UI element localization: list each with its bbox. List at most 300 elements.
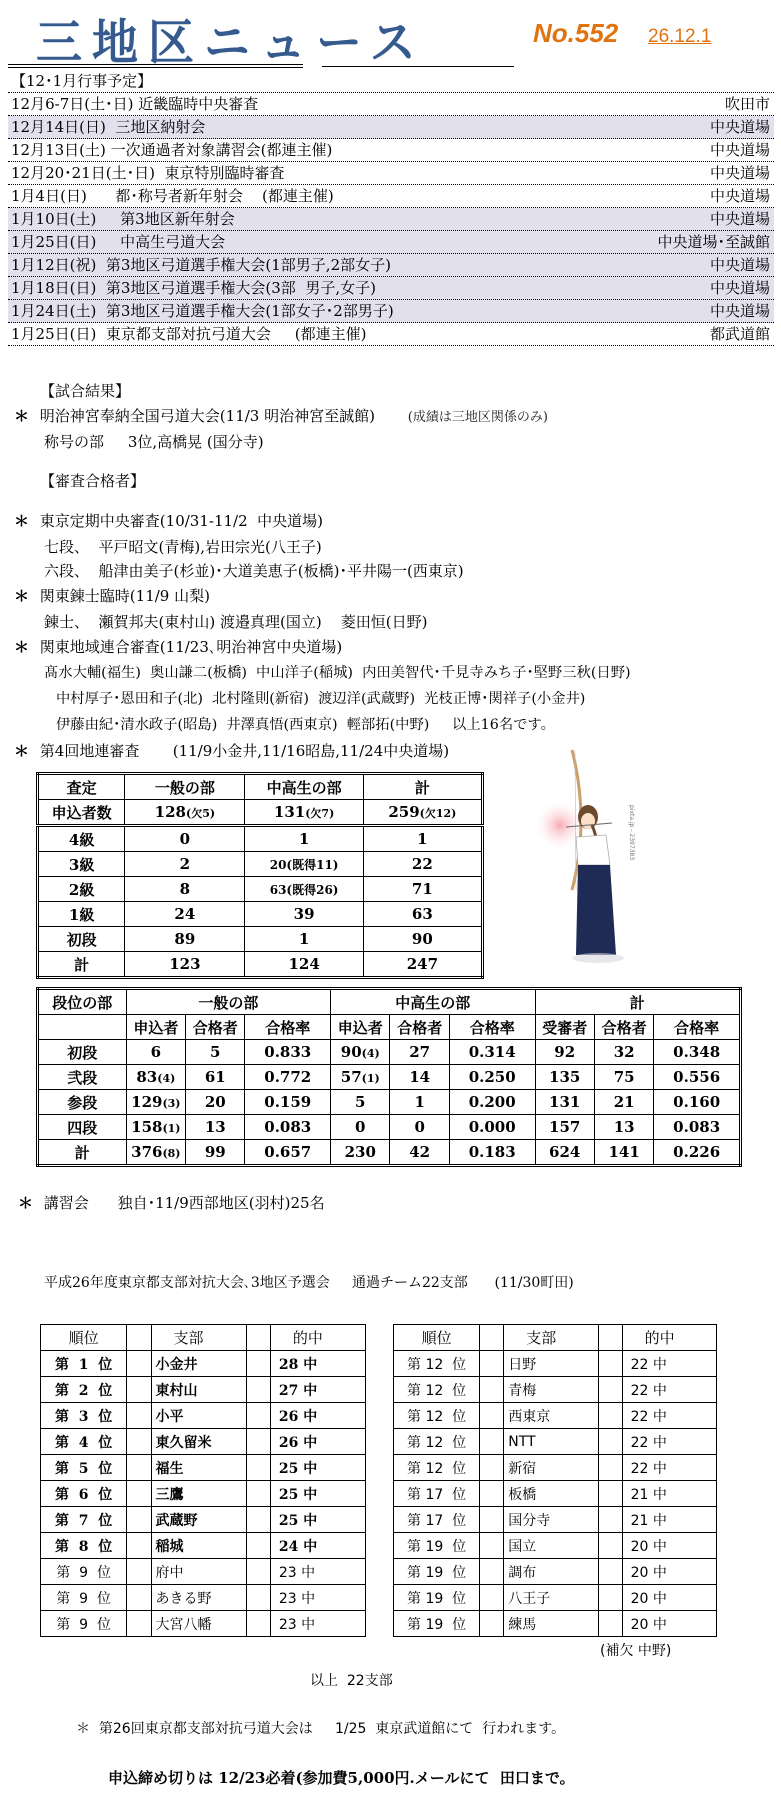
issue-date: 26.12.1 [648, 26, 712, 47]
ranking-branch: 福生 [151, 1455, 247, 1481]
dan-value: 5 [210, 1043, 221, 1061]
ranking-branch: 練馬 [504, 1611, 599, 1637]
ranking-branch: 三鷹 [151, 1481, 247, 1507]
dan-results-table [36, 987, 742, 1167]
dan-subheader: 申込者 [331, 1015, 390, 1040]
dan-value: 参段 [67, 1093, 98, 1112]
dan-subheader: 合格者 [594, 1015, 653, 1040]
ranking-header-cell: 支部 [151, 1325, 247, 1351]
dan-cell-grade [38, 1140, 127, 1166]
ranking-hits: 23 中 [270, 1585, 365, 1611]
meiji-title: 明治神宮奉納全国弓道大会(11/3 明治神宮至誠館) [39, 407, 375, 425]
asterisk-icon: ＊ [18, 1194, 34, 1212]
ranking-spacer [480, 1403, 504, 1429]
dan-value: 376 [131, 1143, 163, 1161]
ranking-rank: 第 12 位 [394, 1455, 480, 1481]
kyu-header-row [38, 774, 483, 800]
asterisk-icon: ＊ [14, 638, 30, 656]
absent-note: (欠5) [185, 807, 216, 820]
dan-value: 初段 [67, 1043, 98, 1062]
dan-value: 129 [131, 1093, 163, 1111]
kyu-row [38, 952, 483, 978]
ranking-row [394, 1611, 717, 1637]
ranking-hits: 24 中 [270, 1533, 365, 1559]
ranking-branch: 小金井 [151, 1351, 247, 1377]
dan-value: 158 [131, 1118, 163, 1136]
kyu-cell-junior: 1 [245, 826, 363, 852]
ranking-hits: 25 中 [270, 1507, 365, 1533]
ranking-header-row [394, 1325, 717, 1351]
kyu-cell-general: 89 [125, 927, 245, 952]
ranking-hits: 22 中 [622, 1351, 716, 1377]
ranking-hits: 20 中 [622, 1611, 716, 1637]
dan-cell-t_rate [654, 1065, 741, 1090]
dan-row [38, 1065, 741, 1090]
kyu-row [38, 852, 483, 877]
ranking-branch: 稲城 [151, 1533, 247, 1559]
ranking-header-cell: 順位 [41, 1325, 127, 1351]
ranking-rank: 第 5 位 [41, 1455, 127, 1481]
ranking-row [41, 1351, 366, 1377]
schedule-event: 1月25日(日) 中高生弓道大会 [11, 233, 226, 251]
dan-cell-j_rate [449, 1115, 535, 1140]
schedule-event: 1月18日(日) 第3地区弓道選手権大会(3部 男子,女子) [11, 279, 376, 297]
ranking-spacer [127, 1559, 151, 1585]
dan-value: 1 [414, 1093, 425, 1111]
dan-value: 230 [344, 1143, 376, 1161]
ranking-spacer [127, 1611, 151, 1637]
ranking-branch: 日野 [504, 1351, 599, 1377]
dan-cell-t_app [535, 1065, 594, 1090]
dan-note: (4) [157, 1072, 176, 1085]
kyu-cell-grade: 3級 [38, 852, 125, 877]
dan-value: 75 [613, 1068, 635, 1086]
ranking-spacer [480, 1481, 504, 1507]
ranking-rank: 第 19 位 [394, 1611, 480, 1637]
dan-cell-t_rate [654, 1040, 741, 1065]
kyu-cell-total: 1 [363, 826, 482, 852]
ranking-rank: 第 17 位 [394, 1481, 480, 1507]
ranking-row [394, 1377, 717, 1403]
dan-cell-j_app [331, 1065, 390, 1090]
ranking-rank: 第 19 位 [394, 1559, 480, 1585]
dan-value: 0.000 [468, 1118, 516, 1136]
dan-value: 5 [355, 1093, 366, 1111]
ranking-row [41, 1481, 366, 1507]
ranking-branch: 調布 [504, 1559, 599, 1585]
ranking-branch: 国立 [504, 1533, 599, 1559]
dan-value: 0.657 [264, 1143, 312, 1161]
dan-cell-grade [38, 1090, 127, 1115]
ranking-row [41, 1533, 366, 1559]
asterisk-icon: ＊ [14, 587, 30, 605]
kyu-cell-junior: 63(既得26) [245, 877, 363, 902]
dan-value: 21 [613, 1093, 635, 1111]
dan-cell-j_pass [390, 1115, 449, 1140]
ranking-spacer [127, 1455, 151, 1481]
asterisk-icon: ＊ [14, 512, 30, 530]
ranking-hits: 22 中 [622, 1377, 716, 1403]
dan-cell-g_app [126, 1040, 185, 1065]
dan-value: 0.159 [264, 1093, 312, 1111]
kyu-applicants-cell [363, 800, 482, 826]
region-title: 関東地域連合審査(11/23､明治神宮中央道場) [39, 638, 343, 656]
watermark: pixta.jp - 2397383 [628, 805, 635, 861]
ranking-spacer [480, 1559, 504, 1585]
tokyo-7dan: 七段、 平戸昭文(青梅),岩田宗光(八王子) [44, 538, 322, 556]
tournament-notice: ＊ 第26回東京都支部対抗弓道大会は 1/25 東京武道館にて 行われます。 [76, 1721, 566, 1737]
dan-subheader: 受審者 [535, 1015, 594, 1040]
schedule-event: 12月13日(土) 一次通過者対象講習会(都連主催) [11, 141, 333, 159]
dan-cell-g_rate [245, 1090, 331, 1115]
dan-cell-g_pass [186, 1140, 245, 1166]
dan-value: 131 [549, 1093, 581, 1111]
ranking-row [394, 1429, 717, 1455]
dan-value: 0.183 [468, 1143, 516, 1161]
ranking-branch: 板橋 [504, 1481, 599, 1507]
ranking-hits: 25 中 [270, 1455, 365, 1481]
dan-value: 0.772 [264, 1068, 312, 1086]
dan-subheader: 合格率 [654, 1015, 741, 1040]
ranking-hits: 20 中 [622, 1533, 716, 1559]
dan-value: 141 [608, 1143, 640, 1161]
ranking-hits: 23 中 [270, 1559, 365, 1585]
ranking-rank: 第 4 位 [41, 1429, 127, 1455]
ranking-spacer [127, 1585, 151, 1611]
ranking-row [41, 1377, 366, 1403]
ranking-spacer [247, 1533, 271, 1559]
dan-subheader: 合格者 [186, 1015, 245, 1040]
ranking-spacer [127, 1533, 151, 1559]
tokyo-6dan: 六段、 船津由美子(杉並)･大道美恵子(板橋)･平井陽一(西東京) [44, 562, 464, 580]
ranking-header-cell: 的中 [622, 1325, 716, 1351]
header-rule-left [8, 64, 303, 65]
dan-cell-grade [38, 1115, 127, 1140]
ranking-row [394, 1559, 717, 1585]
header-rule-right [322, 66, 514, 67]
ranking-branch: 国分寺 [504, 1507, 599, 1533]
ranking-spacer [599, 1325, 622, 1351]
dan-blank-cell [38, 1015, 127, 1040]
ranking-row [41, 1455, 366, 1481]
tournament-total: 以上 22支部 [310, 1673, 393, 1689]
dan-row [38, 1040, 741, 1065]
dan-cell-grade [38, 1065, 127, 1090]
ranking-hits: 20 中 [622, 1559, 716, 1585]
kyudo-archer-illustration [530, 745, 640, 967]
ranking-branch: 東久留米 [151, 1429, 247, 1455]
applicant-count: 131 [273, 803, 306, 821]
ranking-spacer [127, 1351, 151, 1377]
ranking-row [394, 1351, 717, 1377]
ranking-spacer [480, 1611, 504, 1637]
ranking-rank: 第 9 位 [41, 1585, 127, 1611]
schedule-event: 1月4日(日) 都･称号者新年射会 (都連主催) [11, 187, 334, 205]
ranking-spacer [480, 1429, 504, 1455]
ranking-hits: 21 中 [622, 1507, 716, 1533]
archer-icon [530, 745, 640, 967]
schedule-heading: 【12･1月行事予定】 [8, 70, 774, 93]
schedule-event: 12月14日(日) 三地区納射会 [11, 118, 206, 136]
schedule-row [8, 208, 774, 231]
dan-cell-grade [38, 1040, 127, 1065]
ranking-rank: 第 19 位 [394, 1585, 480, 1611]
ranking-spacer [247, 1429, 271, 1455]
dan-value: 99 [204, 1143, 226, 1161]
seminar-text: 独自･11/9西部地区(羽村)25名 [117, 1194, 325, 1212]
results-heading: 【試合結果】 [40, 382, 131, 400]
dan-cell-g_pass [186, 1090, 245, 1115]
ranking-branch: 小平 [151, 1403, 247, 1429]
kyu-cell-grade: 計 [38, 952, 125, 978]
kyu-cell-general: 123 [125, 952, 245, 978]
ranking-row [394, 1481, 717, 1507]
ranking-branch: 新宿 [504, 1455, 599, 1481]
ranking-spacer [480, 1585, 504, 1611]
dan-cell-j_rate [449, 1065, 535, 1090]
schedule-venue: 中央道場 [709, 302, 770, 320]
substitute-note: (補欠 中野) [600, 1643, 672, 1659]
ranking-header-cell: 順位 [394, 1325, 480, 1351]
schedule-event: 1月25日(日) 東京都支部対抗弓道大会 (都連主催) [11, 325, 367, 343]
ranking-spacer [247, 1455, 271, 1481]
ranking-row [41, 1507, 366, 1533]
meiji-note: (成績は三地区関係のみ) [407, 410, 548, 425]
dan-subheader: 合格率 [245, 1015, 331, 1040]
ranking-rank: 第 7 位 [41, 1507, 127, 1533]
kanto-line [14, 585, 210, 607]
dan-cell-j_rate [449, 1090, 535, 1115]
dan-cell-j_app [331, 1090, 390, 1115]
ranking-spacer [599, 1559, 622, 1585]
dan-cell-g_rate [245, 1065, 331, 1090]
ranking-row [41, 1585, 366, 1611]
dan-cell-j_rate [449, 1140, 535, 1166]
schedule-section [8, 70, 774, 346]
kyu-applicants-cell [245, 800, 363, 826]
ranking-rank: 第 12 位 [394, 1351, 480, 1377]
kyu-cell-junior: 1 [245, 927, 363, 952]
ranking-row [41, 1429, 366, 1455]
ranking-row [394, 1533, 717, 1559]
dan-cell-t_rate [654, 1090, 741, 1115]
schedule-event: 1月12日(祝) 第3地区弓道選手権大会(1部男子,2部女子) [11, 256, 391, 274]
kyu-cell-grade: 1級 [38, 902, 125, 927]
schedule-venue: 中央道場･至誠館 [657, 233, 770, 251]
ranking-spacer [599, 1585, 622, 1611]
ranking-rank: 第 12 位 [394, 1377, 480, 1403]
ranking-hits: 20 中 [622, 1585, 716, 1611]
dan-group-row [38, 989, 741, 1015]
ranking-rank: 第 9 位 [41, 1611, 127, 1637]
schedule-venue: 中央道場 [709, 256, 770, 274]
schedule-venue: 中央道場 [709, 118, 770, 136]
dan-row [38, 1140, 741, 1166]
dan-row [38, 1090, 741, 1115]
dan-value: 計 [74, 1143, 90, 1162]
dan-value: 27 [409, 1043, 431, 1061]
dan-value: 13 [204, 1118, 226, 1136]
dan-cell-j_pass [390, 1040, 449, 1065]
ranking-spacer [247, 1325, 271, 1351]
dan-cell-g_app [126, 1115, 185, 1140]
ranking-table-right [393, 1324, 717, 1637]
dan-cell-t_app [535, 1040, 594, 1065]
dan-cell-j_pass [390, 1090, 449, 1115]
seminar-line [18, 1192, 325, 1214]
dan-value: 0 [355, 1118, 366, 1136]
kyu-cell-grade: 4級 [38, 826, 125, 852]
dan-value: 0.160 [673, 1093, 721, 1111]
kyu-applicants-label: 申込者数 [38, 800, 125, 826]
dan-value: 20 [204, 1093, 226, 1111]
dan-cell-g_app [126, 1140, 185, 1166]
dan-value: 0.833 [264, 1043, 312, 1061]
ranking-spacer [127, 1403, 151, 1429]
schedule-row [8, 300, 774, 323]
schedule-venue: 中央道場 [709, 141, 770, 159]
ranking-hits: 21 中 [622, 1481, 716, 1507]
ranking-rank: 第 6 位 [41, 1481, 127, 1507]
kyu-cell-total: 247 [363, 952, 482, 978]
kyu-header-cell: 中高生の部 [245, 774, 363, 800]
kyu-row [38, 877, 483, 902]
kyu-cell-junior: 39 [245, 902, 363, 927]
kyu-cell-total: 90 [363, 927, 482, 952]
schedule-venue: 都武道館 [709, 325, 770, 343]
dan-cell-t_pass [594, 1115, 653, 1140]
ranking-rank: 第 1 位 [41, 1351, 127, 1377]
ranking-row [394, 1455, 717, 1481]
ranking-spacer [247, 1507, 271, 1533]
ranking-header-row [41, 1325, 366, 1351]
schedule-event: 12月20･21日(土･日) 東京特別臨時審査 [11, 164, 285, 182]
kyu-cell-total: 63 [363, 902, 482, 927]
kanto-title: 関東錬士臨時(11/9 山梨) [39, 587, 210, 605]
dan-value: 0.083 [673, 1118, 721, 1136]
ranking-spacer [599, 1611, 622, 1637]
dan-corner: 段位の部 [38, 989, 127, 1015]
ranking-spacer [127, 1507, 151, 1533]
dan-sub-row [38, 1015, 741, 1040]
asterisk-icon: ＊ [14, 742, 30, 760]
dan-value: 0.348 [673, 1043, 721, 1061]
kyu-cell-general: 8 [125, 877, 245, 902]
kyu-cell-general: 0 [125, 826, 245, 852]
meiji-line [14, 405, 548, 429]
tournament-title: 平成26年度東京都支部対抗大会､3地区予選会 通過チーム22支部 (11/30町田) [44, 1275, 574, 1291]
dan-value: 61 [204, 1068, 226, 1086]
kyu-row [38, 826, 483, 852]
dan-value: 弐段 [67, 1068, 98, 1087]
schedule-row [8, 254, 774, 277]
dan-cell-t_app [535, 1090, 594, 1115]
dan-subheader: 合格率 [449, 1015, 535, 1040]
dan-group-header: 一般の部 [126, 989, 330, 1015]
ranking-table-left [40, 1324, 366, 1637]
ranking-spacer [599, 1429, 622, 1455]
dan-cell-t_pass [594, 1140, 653, 1166]
ranking-hits: 26 中 [270, 1403, 365, 1429]
dan-cell-g_rate [245, 1040, 331, 1065]
kyu-cell-total: 71 [363, 877, 482, 902]
ranking-header-cell: 的中 [270, 1325, 365, 1351]
dan-value: 6 [150, 1043, 162, 1061]
dan-group-header: 中高生の部 [331, 989, 535, 1015]
kyu-cell-junior: 20(既得11) [245, 852, 363, 877]
schedule-row [8, 139, 774, 162]
dan-value: 624 [549, 1143, 581, 1161]
dan-cell-g_pass [186, 1065, 245, 1090]
dan-note: (1) [361, 1072, 380, 1085]
ranking-hits: 26 中 [270, 1429, 365, 1455]
dan-note: (1) [162, 1122, 181, 1135]
ranking-spacer [247, 1403, 271, 1429]
ranking-branch: 八王子 [504, 1585, 599, 1611]
dan-value: 四段 [67, 1118, 98, 1137]
header-rule-left-2 [8, 67, 303, 68]
dan-note: (3) [162, 1097, 181, 1110]
dan-value: 0.226 [673, 1143, 721, 1161]
dan-cell-j_app [331, 1115, 390, 1140]
ranking-rank: 第 17 位 [394, 1507, 480, 1533]
region-names-1: 髙水大輔(福生) 奥山謙二(板橋) 中山洋子(稲城) 内田美智代･千見寺みち子･堅野三秋(日野) [44, 665, 631, 681]
schedule-row [8, 323, 774, 346]
ranking-row [394, 1403, 717, 1429]
kyu-cell-grade: 初段 [38, 927, 125, 952]
ranking-spacer [247, 1351, 271, 1377]
dan-subheader: 合格者 [390, 1015, 449, 1040]
kyu-row [38, 902, 483, 927]
dan-cell-g_app [126, 1065, 185, 1090]
absent-note: (欠7) [305, 807, 335, 820]
ranking-spacer [127, 1429, 151, 1455]
ranking-row [394, 1585, 717, 1611]
dan-cell-t_pass [594, 1065, 653, 1090]
ranking-branch: 武蔵野 [151, 1507, 247, 1533]
ranking-header-cell: 支部 [504, 1325, 599, 1351]
region-names-3: 伊藤由紀･清水政子(昭島) 井澤真悟(西東京) 輕部拓(中野) 以上16名です。 [56, 717, 555, 733]
ranking-branch: NTT [504, 1429, 599, 1455]
schedule-row [8, 185, 774, 208]
dan-value: 0.083 [264, 1118, 312, 1136]
ranking-spacer [247, 1611, 271, 1637]
ranking-spacer [599, 1351, 622, 1377]
dan-note: (8) [162, 1147, 181, 1160]
dan-value: 0.250 [468, 1068, 516, 1086]
dan-value: 0 [414, 1118, 425, 1136]
kyu-header-cell: 計 [363, 774, 482, 800]
kyu-cell-general: 2 [125, 852, 245, 877]
schedule-venue: 中央道場 [709, 164, 770, 182]
region-names-2: 中村厚子･恩田和子(北) 北村隆則(新宿) 渡辺洋(武蔵野) 光枝正博･関祥子(小金井) [56, 691, 586, 707]
dan-cell-t_pass [594, 1040, 653, 1065]
dan-note: (4) [361, 1047, 380, 1060]
dan-cell-j_pass [390, 1140, 449, 1166]
schedule-venue: 吹田市 [724, 95, 770, 113]
dan-value: 135 [549, 1068, 581, 1086]
ranking-branch: 西東京 [504, 1403, 599, 1429]
ranking-spacer [127, 1481, 151, 1507]
ranking-spacer [480, 1325, 504, 1351]
exam-heading: 【審査合格者】 [40, 472, 146, 490]
schedule-venue: 中央道場 [709, 279, 770, 297]
ranking-rank: 第 3 位 [41, 1403, 127, 1429]
dan-value: 157 [549, 1118, 581, 1136]
kyu-header-cell: 一般の部 [125, 774, 245, 800]
dan-cell-j_rate [449, 1040, 535, 1065]
ranking-spacer [480, 1533, 504, 1559]
